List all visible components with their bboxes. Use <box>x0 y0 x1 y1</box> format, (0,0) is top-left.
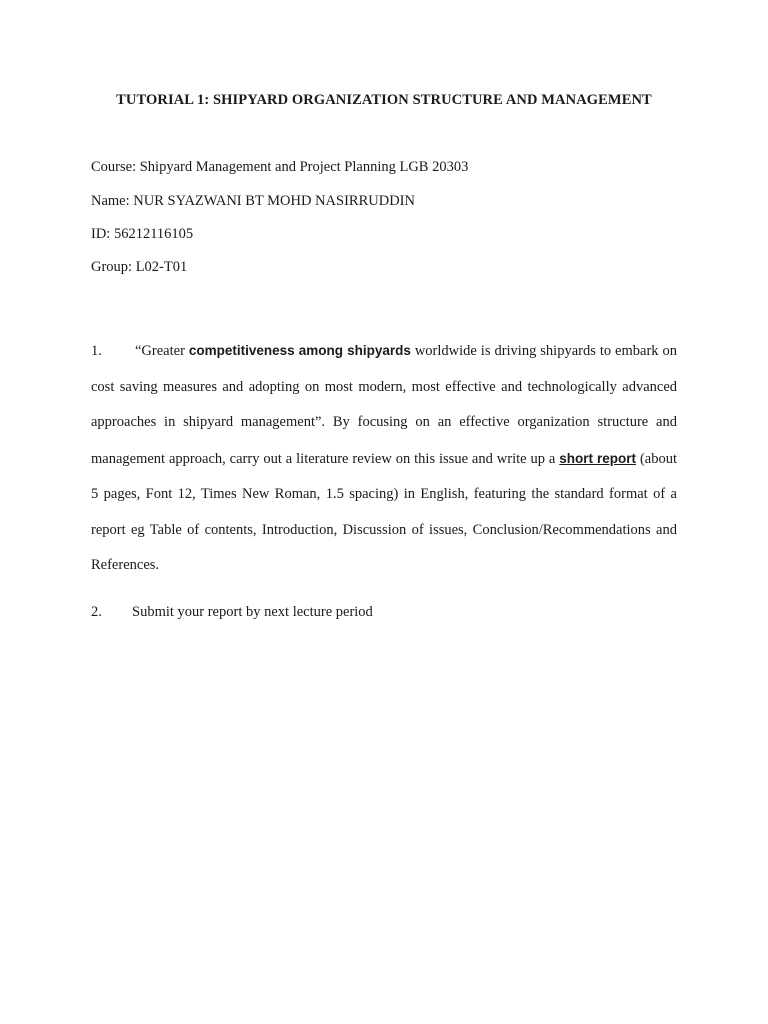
question-1-text-part2: worldwide is driving shipyards to embark on cost saving measures and adopting on most modern, most effective and technologically advanced approaches in shipyard management”. By focusing on an effective organization structure and management approach, carry out a literature review on this issue and write up a <box>91 343 677 467</box>
question-1 <box>91 333 677 584</box>
question-1-text-part3: (about 5 pages, Font 12, Times New Roman, 1.5 spacing) in English, featuring the standard format of a report eg Table of contents, Introduction, Discussion of issues, Conclusion/Recommendations and References. <box>91 450 677 573</box>
question-2 <box>91 604 373 621</box>
group-line: Group: L02-T01 <box>91 259 188 275</box>
document-title: TUTORIAL 1: SHIPYARD ORGANIZATION STRUCTURE AND MANAGEMENT <box>116 92 652 108</box>
question-1-number: 1. <box>91 343 102 359</box>
student-name-line: Name: NUR SYAZWANI BT MOHD NASIRRUDDIN <box>91 193 415 209</box>
question-1-bold-phrase: competitiveness among shipyards <box>188 343 411 358</box>
student-id-line: ID: 56212116105 <box>91 226 194 242</box>
short-report-phrase: short report <box>559 450 637 466</box>
question-2-text: Submit your report by next lecture period <box>132 604 373 620</box>
question-2-number: 2. <box>91 604 102 620</box>
question-1-text-part1: “Greater <box>135 343 189 359</box>
course-line: Course: Shipyard Management and Project Planning LGB 20303 <box>91 159 469 175</box>
